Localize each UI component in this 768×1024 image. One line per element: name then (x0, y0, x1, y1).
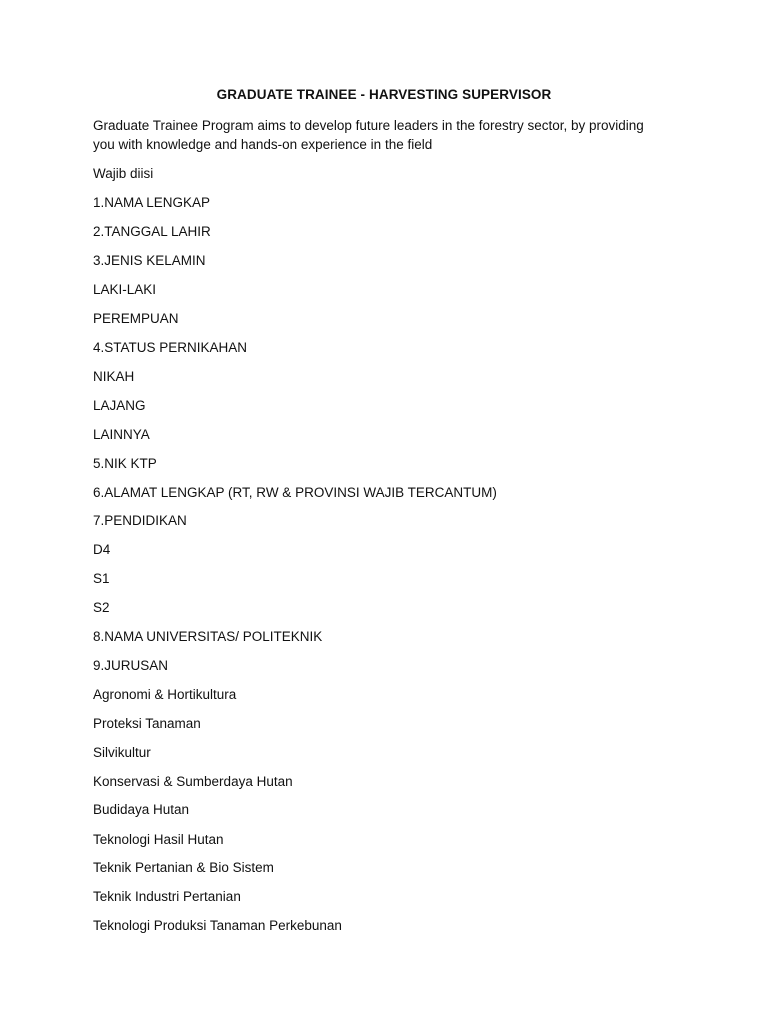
major-option: Proteksi Tanaman (93, 716, 201, 731)
field-education: 7.PENDIDIKAN (93, 513, 187, 528)
major-option: Teknologi Hasil Hutan (93, 832, 224, 847)
field-birth-date: 2.TANGGAL LAHIR (93, 224, 211, 239)
field-nik-ktp: 5.NIK KTP (93, 456, 157, 471)
major-option: Agronomi & Hortikultura (93, 687, 237, 702)
field-gender: 3.JENIS KELAMIN (93, 253, 206, 268)
option-male: LAKI-LAKI (93, 282, 157, 297)
field-major: 9.JURUSAN (93, 658, 169, 673)
major-option: Silvikultur (93, 745, 151, 760)
option-female: PEREMPUAN (93, 311, 179, 326)
document-title: GRADUATE TRAINEE - HARVESTING SUPERVISOR (216, 87, 552, 102)
major-option: Teknik Pertanian & Bio Sistem (93, 860, 274, 875)
option-other: LAINNYA (93, 427, 150, 442)
major-option: Teknologi Produksi Tanaman Perkebunan (93, 918, 342, 933)
intro-line: Graduate Trainee Program aims to develop future leaders in the forestry sector, by providing (93, 118, 644, 133)
major-option: Konservasi & Sumberdaya Hutan (93, 774, 293, 789)
option-d4: D4 (93, 542, 111, 557)
field-full-name: 1.NAMA LENGKAP (93, 195, 211, 210)
major-option: Budidaya Hutan (93, 802, 190, 817)
option-married: NIKAH (93, 369, 135, 384)
option-s2: S2 (93, 600, 110, 615)
required-note: Wajib diisi (93, 166, 154, 181)
field-full-address: 6.ALAMAT LENGKAP (RT, RW & PROVINSI WAJIB TERCANTUM) (93, 485, 497, 500)
field-marital-status: 4.STATUS PERNIKAHAN (93, 340, 248, 355)
option-single: LAJANG (93, 398, 146, 413)
intro-line: you with knowledge and hands-on experience in the field (93, 137, 433, 152)
field-university: 8.NAMA UNIVERSITAS/ POLITEKNIK (93, 629, 323, 644)
intro-paragraph (93, 116, 693, 154)
option-s1: S1 (93, 571, 110, 586)
major-option: Teknik Industri Pertanian (93, 889, 241, 904)
